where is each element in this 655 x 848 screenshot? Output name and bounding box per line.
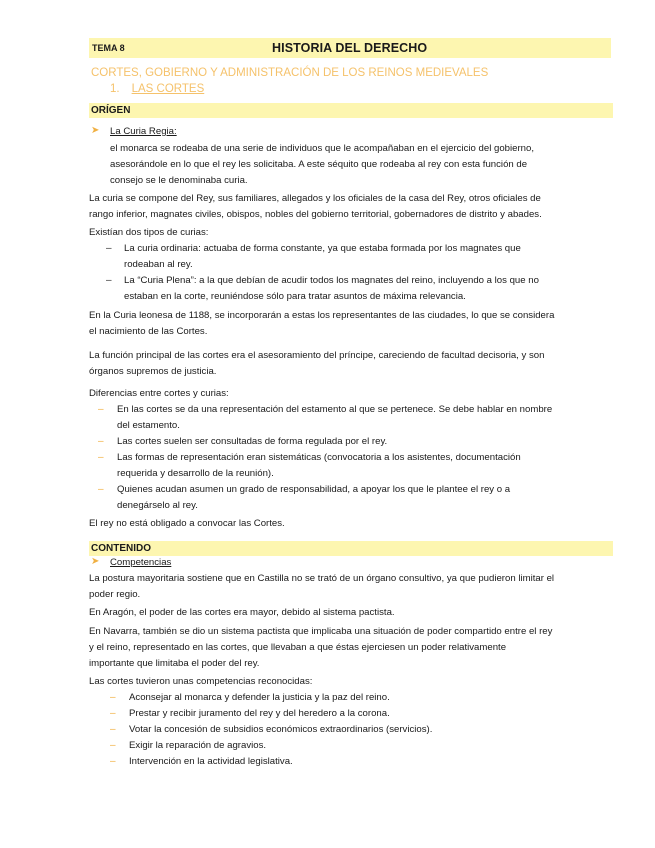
dash-bullet-icon: –	[110, 708, 116, 719]
paragraph-line: En Navarra, también se dio un sistema pactista que implicaba una situación de poder compartido entre el rey	[89, 626, 553, 637]
paragraph-line: y el reino, representado en las cortes, que llevaban a que éstas ejerciesen un poder relativamente	[89, 642, 507, 653]
curia-text-line: asesorándole en lo que el rey les solicitaba. A este séquito que rodeaba al rey con esta función de	[110, 159, 528, 170]
list-item: Exigir la reparación de agravios.	[129, 740, 267, 751]
paragraph-line: En la Curia leonesa de 1188, se incorporarán a estas los representantes de las ciudades, lo que se considera	[89, 310, 555, 321]
list-item: del estamento.	[117, 420, 180, 431]
curia-text-line: el monarca se rodeaba de una serie de individuos que le acompañaban en el ejercicio del gobierno,	[110, 143, 535, 154]
dash-bullet-icon: –	[98, 484, 104, 495]
list-item: Prestar y recibir juramento del rey y del heredero a la corona.	[129, 708, 390, 719]
paragraph-line: La función principal de las cortes era el asesoramiento del príncipe, careciendo de facultad decisoria, y son	[89, 350, 545, 361]
list-item: denegárselo al rey.	[117, 500, 198, 511]
paragraph-line: Existían dos tipos de curias:	[89, 227, 209, 238]
document-title: HISTORIA DEL DERECHO	[272, 41, 428, 55]
paragraph-line: El rey no está obligado a convocar las Cortes.	[89, 518, 285, 529]
curia-regia-label: La Curia Regia:	[110, 126, 177, 137]
section-label: LAS CORTES	[131, 83, 205, 95]
dash-bullet-icon: –	[98, 404, 104, 415]
list-item: estaban en la corte, reuniéndose sólo para tratar asuntos de máxima relevancia.	[124, 291, 466, 302]
paragraph-line: En Aragón, el poder de las cortes era mayor, debido al sistema pactista.	[89, 607, 395, 618]
dash-bullet-icon: –	[106, 275, 112, 286]
contenido-heading: CONTENIDO	[89, 541, 613, 556]
paragraph-line: poder regio.	[89, 589, 141, 600]
list-item: Aconsejar al monarca y defender la justicia y la paz del reino.	[129, 692, 390, 703]
section-heading	[110, 83, 204, 95]
dash-bullet-icon: –	[110, 692, 116, 703]
topic-number: TEMA 8	[92, 43, 125, 53]
dash-bullet-icon: –	[98, 452, 104, 463]
dash-bullet-icon: –	[110, 756, 116, 767]
list-item: Las cortes suelen ser consultadas de forma regulada por el rey.	[117, 436, 388, 447]
arrow-bullet-icon: ➤	[91, 125, 100, 136]
list-item: Intervención en la actividad legislativa.	[129, 756, 293, 767]
paragraph-line: La postura mayoritaria sostiene que en Castilla no se trató de un órgano consultivo, ya que pudieron limitar el	[89, 573, 555, 584]
arrow-bullet-icon: ➤	[91, 556, 100, 567]
paragraph-line: rango inferior, magnates civiles, obispos, nobles del gobierno territorial, gobernadores de distrito y abades.	[89, 209, 542, 220]
list-item: Quienes acudan asumen un grado de responsabilidad, a apoyar los que le plantee el rey o a	[117, 484, 511, 495]
paragraph-line: el nacimiento de las Cortes.	[89, 326, 208, 337]
list-item: Votar la concesión de subsidios económicos extraordinarios (servicios).	[129, 724, 433, 735]
list-item: rodeaban al rey.	[124, 259, 193, 270]
list-item: La curia ordinaria: actuaba de forma constante, ya que estaba formada por los magnates que	[124, 243, 521, 254]
origen-heading: ORÍGEN	[89, 103, 613, 118]
list-item: requerida y desarrollo de la reunión).	[117, 468, 274, 479]
paragraph-line: importante que limitaba el poder del rey.	[89, 658, 260, 669]
list-item: En las cortes se da una representación del estamento al que se pertenece. Se debe hablar en nombre	[117, 404, 553, 415]
paragraph-line: La curia se compone del Rey, sus familiares, allegados y los oficiales de la casa del Rey, otros oficiales de	[89, 193, 541, 204]
paragraph-line: órganos supremos de justicia.	[89, 366, 217, 377]
dash-bullet-icon: –	[110, 724, 116, 735]
curia-text-line: consejo se le denominaba curia.	[110, 175, 248, 186]
dash-bullet-icon: –	[98, 436, 104, 447]
header-bar	[89, 38, 611, 58]
paragraph-line: Diferencias entre cortes y curias:	[89, 388, 229, 399]
dash-bullet-icon: –	[106, 243, 112, 254]
list-item: Las formas de representación eran sistemáticas (convocatoria a los asistentes, documentación	[117, 452, 521, 463]
dash-bullet-icon: –	[110, 740, 116, 751]
chapter-subtitle: CORTES, GOBIERNO Y ADMINISTRACIÓN DE LOS REINOS MEDIEVALES	[91, 67, 489, 79]
paragraph-line: Las cortes tuvieron unas competencias reconocidas:	[89, 676, 313, 687]
competencias-label: Competencias	[110, 557, 172, 568]
list-item: La “Curia Plena”: a la que debían de acudir todos los magnates del reino, incluyendo a los que no	[124, 275, 539, 286]
section-number: 1.	[110, 83, 120, 95]
